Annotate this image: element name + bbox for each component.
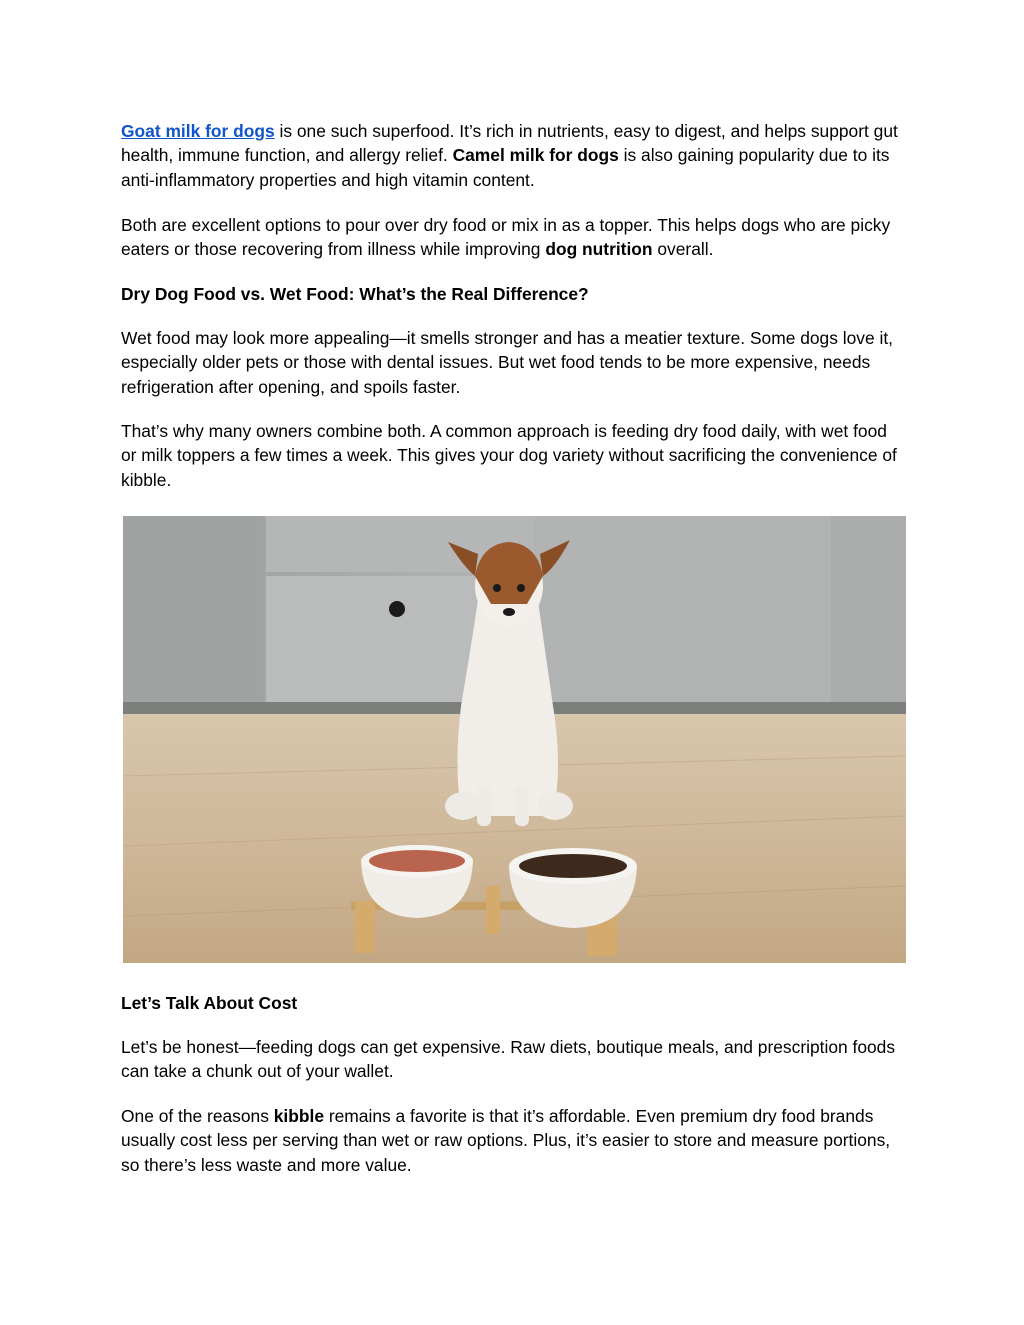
paragraph-kibble: One of the reasons kibble remains a favorite is that it’s affordable. Even premium dry food brands usually cost less per serving than wet or raw options. Plus, it’s easier to store and measure portions, so there’s less waste and more value. (121, 1106, 891, 1175)
paragraph-goat-milk: Goat milk for dogs is one such superfood. It’s rich in nutrients, easy to digest, and helps support gut health, immune function, and allergy relief. Camel milk for dogs is also gaining popularity due to its anti-inflammatory properties and high vitamin content. (121, 121, 898, 190)
heading-cost: Let’s Talk About Cost (121, 993, 298, 1013)
goat-milk-link[interactable]: Goat milk for dogs (121, 121, 275, 141)
kibble-bold: kibble (273, 1106, 325, 1126)
paragraph-expensive: Let’s be honest—feeding dogs can get expensive. Raw diets, boutique meals, and prescription foods can take a chunk out of your wallet. (121, 1037, 896, 1082)
dog-nutrition-bold: dog nutrition (545, 239, 653, 260)
paragraph-wet-food: Wet food may look more appealing—it smells stronger and has a meatier texture. Some dogs love it, especially older pets or those with dental issues. But wet food tends to be more expensive, needs refrigeration after opening, and spoils faster. (121, 328, 894, 397)
camel-milk-bold: Camel milk for dogs (452, 145, 619, 166)
paragraph-toppers: Both are excellent options to pour over dry food or mix in as a topper. This helps dogs who are picky eaters or those recovering from illness while improving dog nutrition overall. (121, 215, 891, 260)
heading-dry-vs-wet: Dry Dog Food vs. Wet Food: What’s the Real Difference? (121, 284, 589, 304)
paragraph-combine: That’s why many owners combine both. A common approach is feeding dry food daily, with wet food or milk toppers a few times a week. This gives your dog variety without sacrificing the convenience of kibble. (121, 421, 897, 490)
dog-with-food-bowls-photo (123, 516, 906, 963)
